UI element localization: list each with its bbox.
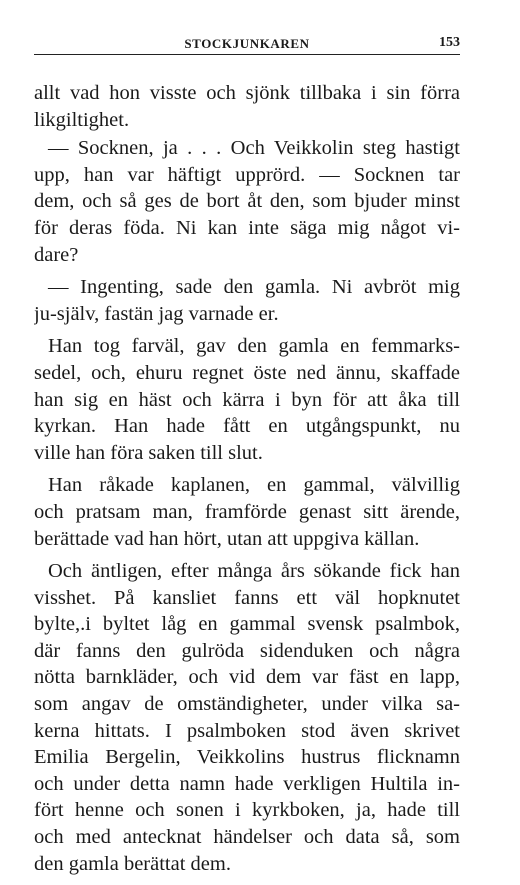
text-line: likgiltighet.	[34, 108, 130, 131]
text-line: och under detta namn hade verkligen Hultila in-	[34, 772, 460, 795]
text-line: ville han föra saken till slut.	[34, 441, 263, 464]
paragraph	[34, 274, 460, 327]
text-line: — Socknen, ja . . . Och Veikkolin steg hastigt	[48, 137, 460, 160]
text-line: där fanns den gulröda sidenduken och några	[34, 639, 460, 662]
text-line: allt vad hon visste och sjönk tillbaka i sin förra	[34, 82, 460, 104]
text-line: för deras föda. Ni kan inte säga mig något vi-	[34, 216, 460, 239]
text-line: upp, han var häftigt upprörd. — Socknen tar	[34, 163, 460, 186]
paragraph	[34, 135, 460, 268]
text-line: kerna hittats. I psalmboken stod även skrivet	[34, 719, 460, 742]
text-line: Han råkade kaplanen, en gammal, välvillig	[48, 474, 460, 497]
text-line: Emilia Bergelin, Veikkolins hustrus flicknamn	[34, 746, 460, 769]
text-line: kyrkan. Han hade fått en utgångspunkt, nu	[34, 415, 460, 438]
text-line: Och äntligen, efter många års sökande fick han	[48, 560, 460, 583]
paragraph	[34, 558, 460, 877]
paragraph	[34, 80, 460, 133]
text-line: nötta barnkläder, och vid dem var fäst en lapp,	[34, 666, 460, 689]
text-line: Han tog farväl, gav den gamla en femmarks-	[48, 335, 460, 358]
text-line: — Ingenting, sade den gamla. Ni avbröt mig	[48, 276, 460, 299]
running-title: STOCKJUNKAREN	[184, 36, 310, 51]
text-line: och pratsam man, framförde genast sitt ärende,	[34, 500, 460, 523]
paragraph	[34, 333, 460, 466]
text-line: ju-själv, fastän jag varnade er.	[34, 302, 279, 325]
text-line: berättade vad han hört, utan att uppgiva källan.	[34, 527, 420, 550]
text-line: som angav de omständigheter, under vilka sa-	[34, 693, 460, 716]
text-line: sedel, och, ehuru regnet öste ned ännu, skaffade	[34, 361, 460, 384]
text-line: dem, och så ges de bort åt den, som bjuder minst	[34, 190, 460, 213]
body-text	[34, 80, 460, 877]
text-line: dare?	[34, 243, 79, 266]
text-line: den gamla berättat dem.	[34, 852, 231, 875]
text-line: visshet. På kansliet fanns ett väl hopknutet	[34, 586, 460, 609]
text-line: och med antecknat händelser och data så, som	[34, 826, 460, 849]
text-line: bylte,.i byltet låg en gammal svensk psalmbok,	[34, 613, 460, 636]
text-line: han sig en häst och kärra i byn för att åka till	[34, 388, 460, 411]
text-line: fört henne och sonen i kyrkboken, ja, hade till	[34, 799, 460, 822]
page-number: 153	[439, 35, 460, 50]
paragraph	[34, 472, 460, 552]
running-header	[34, 36, 460, 55]
